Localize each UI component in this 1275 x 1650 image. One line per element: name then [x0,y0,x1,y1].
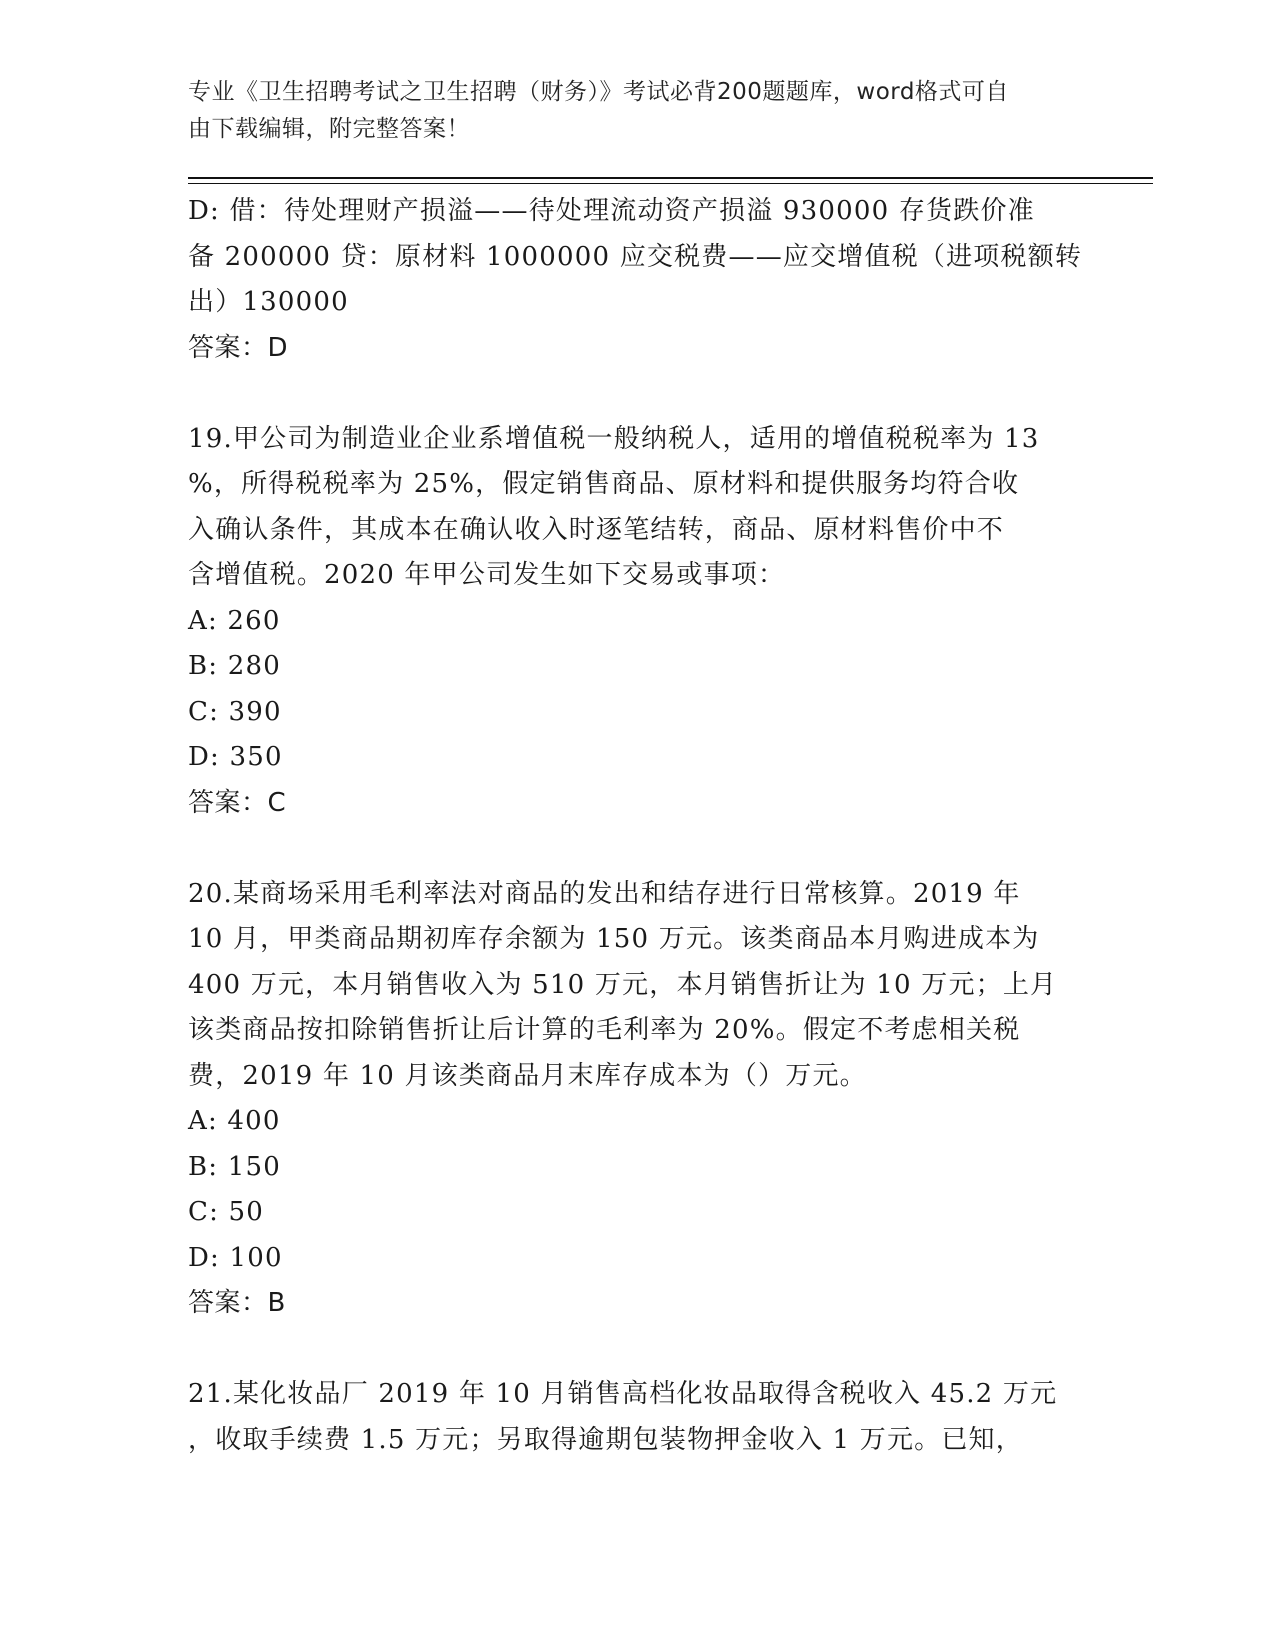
prev-question [188,189,1088,371]
spacer [188,826,1088,872]
option-d-line-2: 备 200000 贷：原材料 1000000 应交税费——应交增值税（进项税额转 [188,241,1083,272]
question-content [188,189,1088,1463]
question-text-line: 该类商品按扣除销售折让后计算的毛利率为 20%。假定不考虑相关税 [188,1015,1021,1045]
header-rule-thick [188,177,1153,179]
question-text-line: 10 月，甲类商品期初库存余额为 150 万元。该类商品本月购进成本为 [188,924,1040,954]
option-c: C: 50 [188,1197,265,1227]
spacer [188,1327,1088,1373]
question-20 [188,872,1088,1327]
option-d-line-1: D: 借：待处理财产损溢——待处理流动资产损溢 930000 存货跌价准 [188,196,1035,226]
option-d-line-3: 出）130000 [188,287,349,317]
header-line-2: 由下载编辑，附完整答案！ [188,116,470,142]
question-19 [188,417,1088,827]
question-text-line: 入确认条件，其成本在确认收入时逐笔结转，商品、原材料售价中不 [188,514,1005,545]
option-d: D: 100 [188,1242,283,1273]
question-text-line: ，收取手续费 1.5 万元；另取得逾期包装物押金收入 1 万元。已知， [188,1424,1023,1455]
question-text-line: 19.甲公司为制造业企业系增值税一般纳税人，适用的增值税税率为 13 [188,423,1040,454]
question-text-line: 400 万元，本月销售收入为 510 万元，本月销售折让为 10 万元；上月 [188,969,1058,1000]
option-a: A: 260 [188,605,281,636]
question-text-line: 费，2019 年 10 月该类商品月末库存成本为（）万元。 [188,1060,867,1091]
question-text-line: %，所得税税率为 25%，假定销售商品、原材料和提供服务均符合收 [188,469,1020,499]
answer-line: 答案：D [188,332,289,363]
option-a: A: 400 [188,1106,281,1136]
header-rule-thin [188,183,1153,184]
option-b: B: 150 [188,1151,281,1182]
answer-line: 答案：B [188,1288,286,1318]
option-b: B: 280 [188,651,281,681]
question-21 [188,1372,1088,1463]
spacer [188,371,1088,417]
option-c: C: 390 [188,696,282,727]
header-line-1: 专业《卫生招聘考试之卫生招聘（财务）》考试必背200题题库，word格式可自 [188,79,1009,105]
question-text-line: 20.某商场采用毛利率法对商品的发出和结存进行日常核算。2019 年 [188,878,1021,909]
document-header [188,74,1078,148]
option-d: D: 350 [188,742,283,772]
question-text-line: 21.某化妆品厂 2019 年 10 月销售高档化妆品取得含税收入 45.2 万元 [188,1379,1058,1409]
question-text-line: 含增值税。2020 年甲公司发生如下交易或事项： [188,560,786,590]
answer-line: 答案：C [188,787,287,818]
